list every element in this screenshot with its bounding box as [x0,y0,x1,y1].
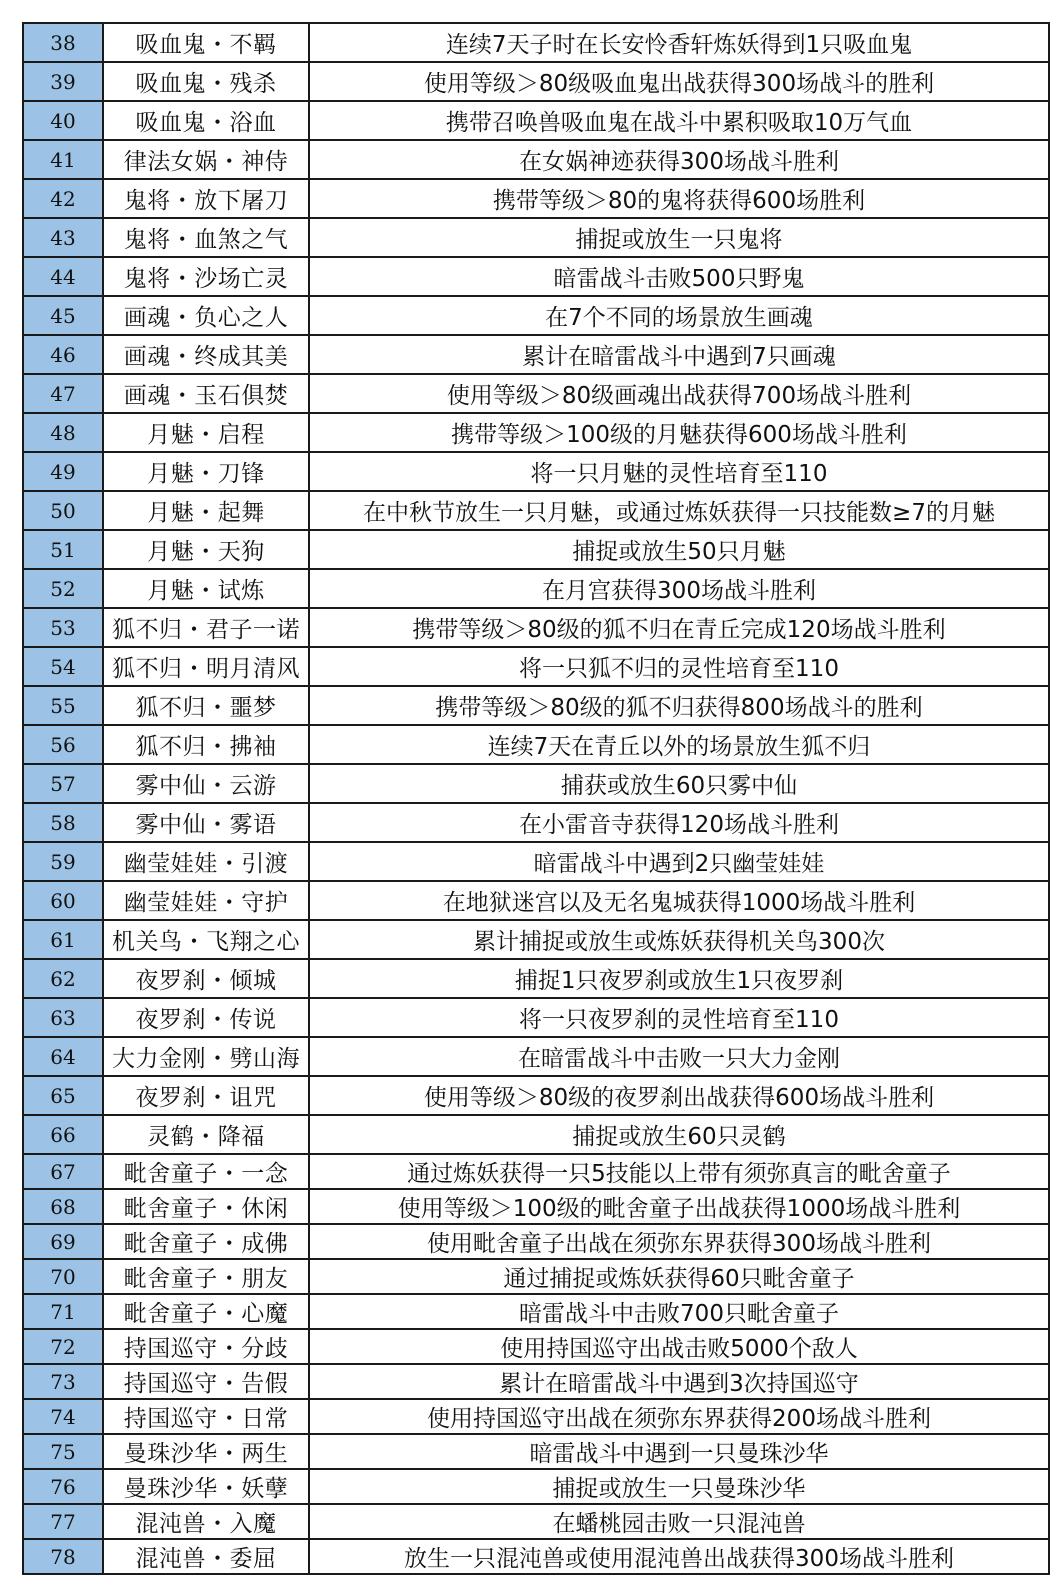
row-number-cell: 70 [23,1259,103,1294]
table-row [23,257,1049,296]
table-row [23,725,1049,764]
row-number-cell: 44 [23,257,103,296]
row-number-cell: 38 [23,23,103,62]
achievement-name-cell: 狐不归・噩梦 [103,686,309,725]
table-row [23,1329,1049,1364]
achievement-condition-cell: 在7个不同的场景放生画魂 [309,296,1049,335]
table-row [23,1076,1049,1115]
achievement-name-cell: 狐不归・拂袖 [103,725,309,764]
table-row [23,179,1049,218]
achievement-name-cell: 画魂・玉石俱焚 [103,374,309,413]
table-row [23,998,1049,1037]
achievement-condition-cell: 捕获或放生60只雾中仙 [309,764,1049,803]
table-row [23,608,1049,647]
achievement-name-cell: 夜罗刹・诅咒 [103,1076,309,1115]
achievement-condition-cell: 使用等级＞100级的毗舍童子出战获得1000场战斗胜利 [309,1189,1049,1224]
achievement-condition-cell: 携带等级＞80的鬼将获得600场胜利 [309,179,1049,218]
table-row [23,413,1049,452]
row-number-cell: 67 [23,1154,103,1189]
table-row [23,1364,1049,1399]
achievement-table-body [23,23,1049,1574]
row-number-cell: 39 [23,62,103,101]
achievement-condition-cell: 携带等级＞80级的狐不归在青丘完成120场战斗胜利 [309,608,1049,647]
achievement-name-cell: 月魅・起舞 [103,491,309,530]
table-row [23,62,1049,101]
table-row [23,374,1049,413]
table-row [23,569,1049,608]
table-row [23,1189,1049,1224]
row-number-cell: 46 [23,335,103,374]
achievement-condition-cell: 在蟠桃园击败一只混沌兽 [309,1504,1049,1539]
achievement-name-cell: 持国巡守・分歧 [103,1329,309,1364]
table-row [23,1469,1049,1504]
table-row [23,764,1049,803]
table-row [23,452,1049,491]
achievement-name-cell: 夜罗刹・传说 [103,998,309,1037]
table-row [23,1259,1049,1294]
achievement-condition-cell: 使用等级＞80级吸血鬼出战获得300场战斗的胜利 [309,62,1049,101]
table-row [23,491,1049,530]
achievement-condition-cell: 在女娲神迹获得300场战斗胜利 [309,140,1049,179]
table-row [23,1434,1049,1469]
achievement-name-cell: 持国巡守・日常 [103,1399,309,1434]
row-number-cell: 45 [23,296,103,335]
achievement-name-cell: 月魅・天狗 [103,530,309,569]
achievement-name-cell: 吸血鬼・不羁 [103,23,309,62]
achievement-table [22,22,1050,1575]
achievement-name-cell: 月魅・启程 [103,413,309,452]
table-row [23,1504,1049,1539]
table-row [23,1294,1049,1329]
achievement-condition-cell: 连续7天子时在长安怜香轩炼妖得到1只吸血鬼 [309,23,1049,62]
achievement-name-cell: 灵鹤・降福 [103,1115,309,1154]
achievement-condition-cell: 在地狱迷宫以及无名鬼城获得1000场战斗胜利 [309,881,1049,920]
achievement-name-cell: 毗舍童子・心魔 [103,1294,309,1329]
achievement-name-cell: 毗舍童子・休闲 [103,1189,309,1224]
achievement-name-cell: 月魅・刀锋 [103,452,309,491]
achievement-condition-cell: 累计在暗雷战斗中遇到7只画魂 [309,335,1049,374]
achievement-condition-cell: 捕捉或放生50只月魅 [309,530,1049,569]
achievement-condition-cell: 将一只夜罗刹的灵性培育至110 [309,998,1049,1037]
achievement-name-cell: 雾中仙・云游 [103,764,309,803]
achievement-condition-cell: 暗雷战斗击败500只野鬼 [309,257,1049,296]
table-row [23,647,1049,686]
row-number-cell: 68 [23,1189,103,1224]
row-number-cell: 76 [23,1469,103,1504]
row-number-cell: 52 [23,569,103,608]
row-number-cell: 40 [23,101,103,140]
row-number-cell: 47 [23,374,103,413]
row-number-cell: 56 [23,725,103,764]
row-number-cell: 41 [23,140,103,179]
achievement-name-cell: 画魂・终成其美 [103,335,309,374]
achievement-condition-cell: 捕捉或放生一只曼珠沙华 [309,1469,1049,1504]
achievement-condition-cell: 使用持国巡守出战击败5000个敌人 [309,1329,1049,1364]
row-number-cell: 62 [23,959,103,998]
row-number-cell: 63 [23,998,103,1037]
row-number-cell: 54 [23,647,103,686]
row-number-cell: 73 [23,1364,103,1399]
table-row [23,530,1049,569]
achievement-condition-cell: 使用持国巡守出战在须弥东界获得200场战斗胜利 [309,1399,1049,1434]
achievement-condition-cell: 暗雷战斗中击败700只毗舍童子 [309,1294,1049,1329]
achievement-name-cell: 曼珠沙华・两生 [103,1434,309,1469]
achievement-condition-cell: 在小雷音寺获得120场战斗胜利 [309,803,1049,842]
table-row [23,803,1049,842]
achievement-condition-cell: 累计在暗雷战斗中遇到3次持国巡守 [309,1364,1049,1399]
achievement-name-cell: 幽莹娃娃・引渡 [103,842,309,881]
achievement-condition-cell: 携带等级＞100级的月魅获得600场战斗胜利 [309,413,1049,452]
table-row [23,296,1049,335]
table-row [23,140,1049,179]
table-row [23,959,1049,998]
row-number-cell: 58 [23,803,103,842]
row-number-cell: 60 [23,881,103,920]
row-number-cell: 65 [23,1076,103,1115]
row-number-cell: 66 [23,1115,103,1154]
table-row [23,1224,1049,1259]
achievement-condition-cell: 暗雷战斗中遇到2只幽莹娃娃 [309,842,1049,881]
table-row [23,686,1049,725]
achievement-condition-cell: 累计捕捉或放生或炼妖获得机关鸟300次 [309,920,1049,959]
achievement-condition-cell: 捕捉或放生60只灵鹤 [309,1115,1049,1154]
table-row [23,842,1049,881]
achievement-condition-cell: 连续7天在青丘以外的场景放生狐不归 [309,725,1049,764]
table-row [23,1154,1049,1189]
achievement-name-cell: 持国巡守・告假 [103,1364,309,1399]
table-row [23,218,1049,257]
row-number-cell: 59 [23,842,103,881]
achievement-condition-cell: 暗雷战斗中遇到一只曼珠沙华 [309,1434,1049,1469]
achievement-condition-cell: 放生一只混沌兽或使用混沌兽出战获得300场战斗胜利 [309,1539,1049,1574]
row-number-cell: 53 [23,608,103,647]
achievement-name-cell: 画魂・负心之人 [103,296,309,335]
row-number-cell: 64 [23,1037,103,1076]
achievement-name-cell: 吸血鬼・浴血 [103,101,309,140]
achievement-name-cell: 混沌兽・委屈 [103,1539,309,1574]
row-number-cell: 57 [23,764,103,803]
achievement-name-cell: 狐不归・明月清风 [103,647,309,686]
row-number-cell: 49 [23,452,103,491]
row-number-cell: 75 [23,1434,103,1469]
row-number-cell: 48 [23,413,103,452]
table-row [23,881,1049,920]
row-number-cell: 72 [23,1329,103,1364]
achievement-name-cell: 狐不归・君子一诺 [103,608,309,647]
row-number-cell: 55 [23,686,103,725]
achievement-name-cell: 律法女娲・神侍 [103,140,309,179]
achievement-name-cell: 毗舍童子・朋友 [103,1259,309,1294]
achievement-condition-cell: 在月宫获得300场战斗胜利 [309,569,1049,608]
table-row [23,920,1049,959]
row-number-cell: 74 [23,1399,103,1434]
row-number-cell: 51 [23,530,103,569]
achievement-name-cell: 雾中仙・雾语 [103,803,309,842]
achievement-condition-cell: 在暗雷战斗中击败一只大力金刚 [309,1037,1049,1076]
achievement-condition-cell: 使用毗舍童子出战在须弥东界获得300场战斗胜利 [309,1224,1049,1259]
achievement-condition-cell: 将一只狐不归的灵性培育至110 [309,647,1049,686]
achievement-condition-cell: 通过捕捉或炼妖获得60只毗舍童子 [309,1259,1049,1294]
row-number-cell: 42 [23,179,103,218]
row-number-cell: 77 [23,1504,103,1539]
row-number-cell: 50 [23,491,103,530]
achievement-name-cell: 机关鸟・飞翔之心 [103,920,309,959]
achievement-name-cell: 毗舍童子・成佛 [103,1224,309,1259]
achievement-name-cell: 夜罗刹・倾城 [103,959,309,998]
row-number-cell: 71 [23,1294,103,1329]
table-row [23,23,1049,62]
row-number-cell: 43 [23,218,103,257]
achievement-condition-cell: 携带等级＞80级的狐不归获得800场战斗的胜利 [309,686,1049,725]
achievement-name-cell: 大力金刚・劈山海 [103,1037,309,1076]
achievement-name-cell: 鬼将・放下屠刀 [103,179,309,218]
achievement-name-cell: 混沌兽・入魔 [103,1504,309,1539]
achievement-condition-cell: 捕捉1只夜罗刹或放生1只夜罗刹 [309,959,1049,998]
achievement-condition-cell: 捕捉或放生一只鬼将 [309,218,1049,257]
achievement-condition-cell: 将一只月魅的灵性培育至110 [309,452,1049,491]
table-row [23,1539,1049,1574]
achievement-condition-cell: 使用等级＞80级的夜罗刹出战获得600场战斗胜利 [309,1076,1049,1115]
achievement-condition-cell: 通过炼妖获得一只5技能以上带有须弥真言的毗舍童子 [309,1154,1049,1189]
achievement-name-cell: 曼珠沙华・妖孽 [103,1469,309,1504]
achievement-name-cell: 幽莹娃娃・守护 [103,881,309,920]
row-number-cell: 61 [23,920,103,959]
table-row [23,101,1049,140]
table-row [23,1037,1049,1076]
achievement-condition-cell: 使用等级＞80级画魂出战获得700场战斗胜利 [309,374,1049,413]
achievement-condition-cell: 在中秋节放生一只月魅，或通过炼妖获得一只技能数≥7的月魅 [309,491,1049,530]
achievement-condition-cell: 携带召唤兽吸血鬼在战斗中累积吸取10万气血 [309,101,1049,140]
achievement-name-cell: 吸血鬼・残杀 [103,62,309,101]
row-number-cell: 78 [23,1539,103,1574]
achievement-name-cell: 鬼将・血煞之气 [103,218,309,257]
achievement-name-cell: 月魅・试炼 [103,569,309,608]
achievement-name-cell: 鬼将・沙场亡灵 [103,257,309,296]
table-row [23,1115,1049,1154]
achievement-name-cell: 毗舍童子・一念 [103,1154,309,1189]
table-row [23,335,1049,374]
row-number-cell: 69 [23,1224,103,1259]
table-row [23,1399,1049,1434]
